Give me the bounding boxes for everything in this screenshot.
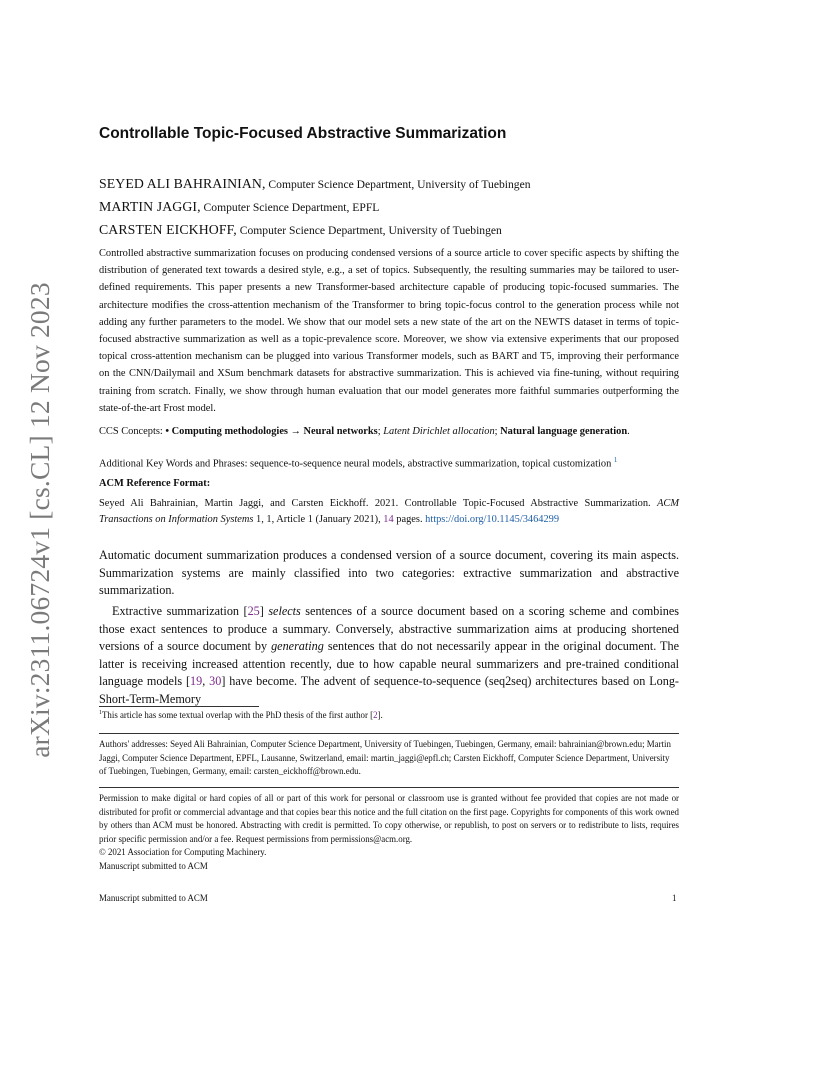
page-number: 1: [672, 893, 677, 903]
keywords: [99, 453, 679, 471]
body-text: ]: [259, 604, 269, 618]
footnote-text: This article has some textual overlap with the PhD thesis of the first author [: [102, 710, 374, 720]
body-text: sentences that do not necessarily appear in the original document. The latter is receiving increased attention recently, due to how capable neural summarizers and pre-trained conditional language models [: [99, 639, 679, 689]
author-entry: [99, 219, 679, 242]
author-name: CARSTEN EICKHOFF,: [99, 222, 237, 237]
page-footer: Manuscript submitted to ACM: [99, 893, 208, 903]
permission-block: [99, 792, 679, 874]
paper-title: Controllable Topic-Focused Abstractive Summarization: [99, 125, 507, 142]
ccs-concept-3: Natural language generation: [500, 426, 628, 437]
page-count-link[interactable]: 14: [383, 514, 394, 525]
ccs-concept-1: • Computing methodologies → Neural networks: [165, 426, 378, 437]
author-affiliation: Computer Science Department, University of Tuebingen: [265, 178, 531, 191]
arxiv-side-stamp: [20, 280, 60, 760]
body-text: ] have become. The advent of sequence-to-sequence (seq2seq) architectures based on Long-Short-Term-Memory: [99, 674, 679, 706]
doi-link[interactable]: https://doi.org/10.1145/3464299: [425, 514, 560, 525]
body-paragraph-2: [99, 603, 679, 709]
reference-text: 1, 1, Article 1 (January 2021),: [253, 514, 384, 525]
author-entry: [99, 173, 679, 196]
keywords-text: Additional Key Words and Phrases: sequence-to-sequence neural models, abstractive summarization, topical customization: [99, 458, 614, 470]
reference-text: pages.: [393, 514, 426, 525]
author-addresses: Authors' addresses: Seyed Ali Bahrainian, Computer Science Department, University of Tuebingen, Tuebingen, Germany, email: bahrainian@brown.edu; Martin Jaggi, Computer Science Department, EPFL, Lausanne, Switzerland, email: martin_jaggi@epfl.ch; Carsten Eickhoff, Computer Science Department, University of Tuebingen, Tuebingen, Germany, email: carsten_eickhoff@brown.edu.: [99, 739, 671, 777]
footnote: [99, 710, 679, 720]
permission-notice: Permission to make digital or hard copies of all or part of this work for personal or classroom use is granted without fee provided that copies are not made or distributed for profit or commercial advantage and that copies bear this notice and the full citation on the first page. Copyrights for components of this work owned by others than ACM must be honored. Abstracting with credit is permitted. To copy otherwise, or republish, to post on servers or to redistribute to lists, requires prior specific permission and/or a fee. Request permissions from permissions@acm.org.: [99, 793, 679, 844]
manuscript-note: Manuscript submitted to ACM: [99, 860, 208, 871]
arxiv-identifier: arXiv:2311.06724v1 [cs.CL] 12 Nov 2023: [24, 282, 55, 758]
footnote-text: ].: [377, 710, 383, 720]
journal-name: ACM Transactions on Information Systems: [99, 498, 679, 525]
permission-divider: [99, 787, 679, 788]
footnote-marker[interactable]: 1: [613, 456, 618, 464]
citation-link[interactable]: 30: [209, 674, 222, 689]
body-text: Extractive summarization [: [112, 604, 248, 618]
emphasis-text: selects: [268, 604, 301, 618]
ccs-concepts: [99, 424, 679, 439]
ccs-end: .: [627, 426, 630, 437]
citation-link[interactable]: 25: [247, 604, 260, 618]
copyright-notice: © 2021 Association for Computing Machinery.: [99, 847, 267, 858]
body-text: ,: [202, 674, 210, 689]
citation-link[interactable]: 2: [373, 710, 378, 720]
reference-format-heading: ACM Reference Format:: [99, 478, 211, 489]
ccs-label: CCS Concepts:: [99, 426, 166, 437]
author-affiliation: Computer Science Department, University of Tuebingen: [236, 224, 502, 237]
author-name: SEYED ALI BAHRAINIAN,: [99, 176, 266, 191]
author-affiliation: Computer Science Department, EPFL: [200, 201, 380, 214]
address-divider: [99, 733, 679, 734]
ccs-separator: ;: [377, 426, 384, 437]
reference-text: Seyed Ali Bahrainian, Martin Jaggi, and Carsten Eickhoff. 2021. Controllable Topic-Focused Abstractive Summarization.: [99, 498, 658, 509]
footnote-number: 1: [99, 710, 102, 717]
author-name: MARTIN JAGGI,: [99, 199, 201, 214]
body-paragraph-1: Automatic document summarization produces a condensed version of a source document, covering its main aspects. Summarization systems are mainly classified into two categories: extractive summarization and abstractive summarization.: [99, 548, 679, 598]
footnote-divider: [99, 706, 259, 707]
ccs-separator: ;: [494, 426, 501, 437]
emphasis-text: generating: [271, 639, 324, 654]
body-text: sentences of a source document based on a scoring scheme and combines those exact sentences to produce a summary. Conversely, abstractive summarization aims at producing shortened versions of a source document by: [99, 604, 679, 654]
author-list: [99, 173, 679, 242]
reference-format: [99, 496, 679, 528]
citation-link[interactable]: 19: [190, 674, 203, 689]
ccs-concept-2: Latent Dirichlet allocation: [383, 426, 495, 437]
author-entry: [99, 196, 679, 219]
abstract: Controlled abstractive summarization focuses on producing condensed versions of a source article to cover specific aspects by shifting the distribution of generated text towards a desired style, e.g., a set of topics. Subsequently, the resulting summaries may be tailored to user-defined requirements. This paper presents a new Transformer-based architecture capable of producing topic-focused summaries. The architecture modifies the cross-attention mechanism of the Transformer to bring topic-focus control to the generation process while not adding any further parameters to the model. We show that our model sets a new state of the art on the NEWTS dataset in terms of topic-focused abstractive summarization as well as a topic-prevalence score. Moreover, we show via extensive experiments that our proposed topical cross-attention mechanism can be plugged into various Transformer models, such as BART and T5, improving their performance on the CNN/Dailymail and XSum benchmark datasets for abstractive summarization. This is achieved via fine-tuning, without requiring training from scratch. Finally, we show through human evaluation that our model generates more faithful summaries outperforming the state-of-the-art Frost model.: [99, 248, 679, 414]
